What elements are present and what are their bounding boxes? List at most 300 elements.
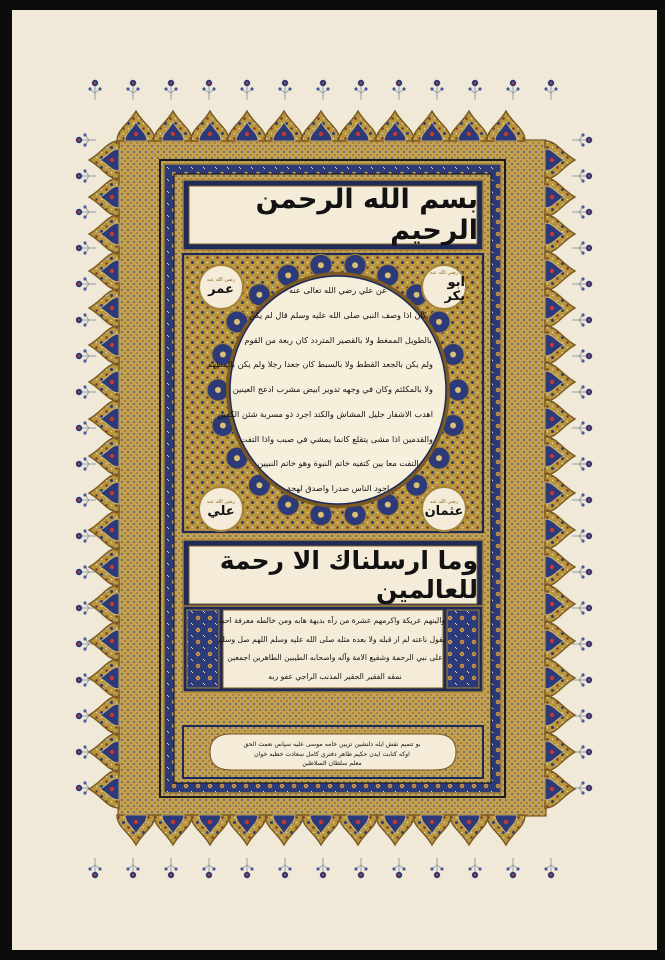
floral-spray (572, 385, 592, 398)
spray-bud (212, 87, 215, 90)
spray-bud (83, 611, 86, 614)
lotus-petal-dot (319, 132, 323, 136)
floral-spray (88, 80, 101, 100)
lotus-petal (89, 215, 119, 253)
spray-bud (83, 241, 86, 244)
spray-flower-center (78, 211, 80, 213)
lotus-petal-dot (110, 676, 114, 680)
spray-bud (581, 647, 584, 650)
lotus-petal-dot (319, 820, 323, 824)
floral-spray (88, 858, 101, 878)
spray-bud (83, 791, 86, 794)
lotus-petal-dot (550, 380, 554, 384)
spray-bud (83, 205, 86, 208)
floral-spray (202, 80, 215, 100)
colophon-block (222, 738, 442, 770)
spray-bud (581, 503, 584, 506)
colophon-line: بو تتميم نقش ايله دلنشين تزيين خامه موسى عليه سپاس نعمت الحق (243, 741, 421, 748)
hilye-line: ولا بالمكلثم وكان في وجهه تدوير ابيض مشرب ادعج العينين (232, 384, 433, 394)
verse-panel (190, 545, 478, 605)
spray-flower-center (246, 874, 248, 876)
spray-bud (83, 575, 86, 578)
spray-bud (392, 87, 395, 90)
spray-bud (83, 133, 86, 136)
spray-bud (83, 359, 86, 362)
spray-bud (83, 683, 86, 686)
spray-flower-center (436, 82, 438, 84)
spray-flower-center (322, 82, 324, 84)
lotus-petal (376, 815, 414, 845)
lotus-petal (117, 815, 155, 845)
lotus-petal-dot (110, 602, 114, 606)
spray-flower-center (170, 874, 172, 876)
caliph-name: ابو بكر (444, 275, 465, 304)
lotus-petal (545, 622, 575, 660)
lotus-petal (89, 622, 119, 660)
spray-bud (581, 277, 584, 280)
caliph-medallion-ali (198, 486, 244, 532)
lower-line: على نبي الرحمة وشفيع الامة وآله واصحابه الطيبين الطاهرين اجمعين (227, 653, 443, 663)
spray-bud (581, 493, 584, 496)
spray-bud (83, 457, 86, 460)
spray-bud (83, 529, 86, 532)
spray-flower-center (474, 874, 476, 876)
spray-bud (581, 601, 584, 604)
floral-spray (468, 858, 481, 878)
spray-bud (581, 169, 584, 172)
spray-bud (581, 755, 584, 758)
spray-bud (240, 87, 243, 90)
spray-bud (83, 719, 86, 722)
spray-bud (516, 87, 519, 90)
spray-bud (581, 575, 584, 578)
lotus-petal (89, 141, 119, 179)
lotus-petal (487, 111, 525, 141)
spray-bud (581, 673, 584, 676)
spray-bud (581, 611, 584, 614)
spray-bud (83, 673, 86, 676)
lotus-petal-dot (110, 639, 114, 643)
lotus-petal (376, 111, 414, 141)
lotus-petal-dot (171, 132, 175, 136)
lotus-petal (413, 815, 451, 845)
lotus-petal (545, 770, 575, 808)
floral-spray (76, 385, 96, 398)
spray-flower-center (588, 607, 590, 609)
lotus-petal-dot (550, 454, 554, 458)
lotus-petal-dot (245, 132, 249, 136)
floral-spray (240, 858, 253, 878)
spray-bud (240, 867, 243, 870)
lotus-petal-dot (550, 528, 554, 532)
spray-bud (506, 87, 509, 90)
spray-bud (354, 867, 357, 870)
spray-flower-center (588, 499, 590, 501)
spray-flower-center (588, 463, 590, 465)
spray-bud (581, 791, 584, 794)
roundel-lobe-dot (352, 262, 358, 268)
spray-bud (326, 867, 329, 870)
spray-bud (83, 565, 86, 568)
lotus-petal (89, 733, 119, 771)
spray-flower-center (550, 874, 552, 876)
lotus-petal-dot (110, 417, 114, 421)
lotus-petal-dot (110, 565, 114, 569)
spray-bud (581, 467, 584, 470)
spray-flower-center (588, 679, 590, 681)
spray-bud (581, 539, 584, 542)
spray-flower-center (322, 874, 324, 876)
lotus-petal (545, 400, 575, 438)
lotus-petal-dot (550, 565, 554, 569)
floral-spray (278, 858, 291, 878)
lotus-petal (89, 363, 119, 401)
lotus-petal (154, 815, 192, 845)
floral-spray (76, 421, 96, 434)
spray-bud (581, 349, 584, 352)
lotus-petal-dot (550, 417, 554, 421)
spray-bud (83, 503, 86, 506)
spray-bud (250, 867, 253, 870)
spray-bud (83, 349, 86, 352)
spray-flower-center (132, 874, 134, 876)
floral-spray (572, 421, 592, 434)
spray-bud (164, 87, 167, 90)
spray-bud (468, 87, 471, 90)
lotus-petal-dot (550, 787, 554, 791)
lotus-petal (545, 474, 575, 512)
floral-spray (354, 80, 367, 100)
floral-spray (572, 637, 592, 650)
lower-line: يقول ناعته لم ار قبله ولا بعده مثله صلى الله عليه وسلم اللهم صل وسلم (217, 634, 445, 644)
caliph-honorific: رضي الله عنه (429, 499, 459, 505)
spray-flower-center (78, 715, 80, 717)
floral-spray (572, 493, 592, 506)
spray-bud (544, 87, 547, 90)
spray-bud (83, 709, 86, 712)
spray-flower-center (78, 247, 80, 249)
lotus-petal-dot (356, 132, 360, 136)
lotus-petal (545, 733, 575, 771)
floral-spray (572, 169, 592, 182)
lotus-petal-dot (550, 713, 554, 717)
floral-spray (544, 858, 557, 878)
spray-flower-center (512, 82, 514, 84)
spray-bud (316, 87, 319, 90)
lotus-petal-dot (110, 232, 114, 236)
spray-bud (278, 867, 281, 870)
floral-spray (392, 80, 405, 100)
lotus-petal (545, 252, 575, 290)
spray-bud (83, 395, 86, 398)
spray-bud (581, 395, 584, 398)
floral-spray (430, 80, 443, 100)
lotus-petal-dot (550, 639, 554, 643)
caliph-name: عمر (208, 282, 234, 297)
caliph-medallion-uthman (421, 486, 467, 532)
spray-flower-center (170, 82, 172, 84)
spray-bud (212, 867, 215, 870)
spray-flower-center (284, 82, 286, 84)
lotus-petal-dot (504, 132, 508, 136)
lotus-petal-dot (110, 269, 114, 273)
floral-spray (572, 673, 592, 686)
hilye-line: والقدمين اذا مشى يتقلع كانما يمشي في صبب واذا التفت (239, 433, 433, 444)
lotus-petal (545, 659, 575, 697)
spray-flower-center (588, 427, 590, 429)
lotus-petal-dot (393, 132, 397, 136)
lotus-petal-dot (467, 132, 471, 136)
lotus-petal-dot (550, 343, 554, 347)
spray-bud (288, 87, 291, 90)
caliph-medallion-abu-bakr (421, 264, 467, 310)
lotus-petal (545, 696, 575, 734)
caliph-name: عثمان (424, 504, 464, 519)
lotus-petal (89, 326, 119, 364)
colophon-line: اوكه كتابت ايدن حكيم طاهر دفتري كامل سعادت خطبه خوان (254, 750, 410, 758)
spray-flower-center (78, 679, 80, 681)
lotus-petal (545, 585, 575, 623)
hilye-line: اجود الناس صدرا واصدق لهجة (286, 483, 390, 493)
spray-flower-center (78, 427, 80, 429)
spray-flower-center (78, 499, 80, 501)
lotus-petal (191, 815, 229, 845)
spray-flower-center (78, 643, 80, 645)
spray-flower-center (78, 175, 80, 177)
spray-bud (364, 867, 367, 870)
lotus-petal-dot (550, 195, 554, 199)
spray-flower-center (246, 82, 248, 84)
lower-line: نمقه الفقير الحقير المذنب الراجي عفو ربه (268, 671, 402, 681)
spray-flower-center (78, 391, 80, 393)
lower-text-block (217, 612, 445, 686)
lotus-petal (545, 511, 575, 549)
lotus-petal (265, 111, 303, 141)
lotus-petal (339, 111, 377, 141)
spray-bud (278, 87, 281, 90)
spray-bud (202, 87, 205, 90)
spray-bud (83, 143, 86, 146)
spray-bud (98, 87, 101, 90)
basmala-panel (190, 185, 478, 245)
spray-bud (83, 323, 86, 326)
spray-flower-center (550, 82, 552, 84)
spray-flower-center (94, 82, 96, 84)
floral-spray (572, 349, 592, 362)
spray-bud (581, 637, 584, 640)
spray-flower-center (78, 463, 80, 465)
spray-flower-center (588, 643, 590, 645)
hilye-line: بالطويل الممغط ولا بالقصير المتردد كان ربعة من القوم (244, 334, 432, 345)
spray-bud (83, 637, 86, 640)
spray-bud (83, 755, 86, 758)
lotus-petal-dot (134, 820, 138, 824)
spray-flower-center (78, 787, 80, 789)
lotus-petal (302, 111, 340, 141)
floral-spray (572, 277, 592, 290)
roundel-lobe-dot (318, 512, 324, 518)
spray-flower-center (284, 874, 286, 876)
spray-flower-center (360, 874, 362, 876)
lotus-petal-dot (110, 787, 114, 791)
lotus-petal (89, 289, 119, 327)
lotus-petal-dot (282, 132, 286, 136)
spray-bud (83, 493, 86, 496)
spray-flower-center (208, 874, 210, 876)
spray-bud (516, 867, 519, 870)
roundel-lobe-dot (220, 352, 226, 358)
spray-flower-center (78, 751, 80, 753)
lotus-petal-dot (110, 713, 114, 717)
spray-bud (83, 601, 86, 604)
spray-flower-center (588, 535, 590, 537)
lotus-petal (154, 111, 192, 141)
spray-bud (581, 781, 584, 784)
roundel-lobe-dot (436, 319, 442, 325)
spray-flower-center (208, 82, 210, 84)
lotus-petal (413, 111, 451, 141)
floral-spray (468, 80, 481, 100)
floral-spray (572, 205, 592, 218)
spray-flower-center (78, 355, 80, 357)
spray-bud (83, 287, 86, 290)
spray-bud (83, 313, 86, 316)
spray-flower-center (512, 874, 514, 876)
spray-flower-center (588, 355, 590, 357)
spray-bud (88, 87, 91, 90)
floral-spray (572, 709, 592, 722)
spray-bud (364, 87, 367, 90)
spray-bud (83, 169, 86, 172)
lotus-petal-dot (208, 132, 212, 136)
floral-spray (316, 858, 329, 878)
spray-bud (581, 565, 584, 568)
spray-bud (326, 87, 329, 90)
floral-spray (76, 277, 96, 290)
floral-spray (164, 80, 177, 100)
lotus-petal (265, 815, 303, 845)
floral-spray (572, 241, 592, 254)
spray-flower-center (78, 607, 80, 609)
hilye-line: ولم يكن بالجعد القطط ولا بالسبط كان جعدا رجلا ولم يكن بالمطهم (207, 359, 433, 370)
lotus-petal (545, 363, 575, 401)
side-column-right (447, 610, 479, 688)
floral-spray (430, 858, 443, 878)
spray-bud (83, 431, 86, 434)
lotus-petal (117, 111, 155, 141)
spray-bud (554, 867, 557, 870)
spray-flower-center (588, 247, 590, 249)
lotus-petal (89, 585, 119, 623)
lotus-petal-dot (134, 132, 138, 136)
spray-bud (478, 87, 481, 90)
colophon-line: معلم سلطان السلاطين (302, 760, 362, 767)
floral-spray (164, 858, 177, 878)
roundel-lobe-dot (436, 455, 442, 461)
spray-flower-center (78, 571, 80, 573)
hilye-line: كان اذا وصف النبي صلى الله عليه وسلم قال لم يكن (249, 309, 427, 320)
spray-flower-center (78, 535, 80, 537)
roundel-lobe-dot (234, 319, 240, 325)
lotus-petal-dot (110, 454, 114, 458)
lotus-petal (545, 141, 575, 179)
lotus-petal-dot (550, 306, 554, 310)
lotus-petal (89, 770, 119, 808)
caliph-medallion-umar (198, 264, 244, 310)
lotus-petal (487, 815, 525, 845)
roundel-lobe-dot (215, 387, 221, 393)
spray-bud (581, 529, 584, 532)
spray-bud (392, 867, 395, 870)
roundel-lobe-dot (318, 262, 324, 268)
side-column-left (187, 610, 219, 688)
floral-spray (76, 313, 96, 326)
spray-bud (554, 87, 557, 90)
roundel-lobe-dot (450, 352, 456, 358)
lotus-petal-dot (393, 820, 397, 824)
lotus-petal-dot (504, 820, 508, 824)
spray-bud (316, 867, 319, 870)
spray-flower-center (94, 874, 96, 876)
spray-flower-center (588, 751, 590, 753)
lotus-petal (450, 111, 488, 141)
floral-spray (202, 858, 215, 878)
spray-bud (83, 539, 86, 542)
lotus-petal (191, 111, 229, 141)
spray-bud (126, 867, 129, 870)
lotus-petal-dot (110, 306, 114, 310)
lotus-petal (450, 815, 488, 845)
lotus-petal-dot (208, 820, 212, 824)
spray-bud (83, 421, 86, 424)
lotus-petal (302, 815, 340, 845)
lotus-petal-dot (110, 380, 114, 384)
spray-bud (581, 241, 584, 244)
spray-bud (402, 87, 405, 90)
lotus-petal-dot (550, 269, 554, 273)
spray-bud (174, 87, 177, 90)
verse-text: وما ارسلناك الا رحمة للعالمين (219, 546, 478, 604)
spray-bud (581, 251, 584, 254)
floral-spray (572, 781, 592, 794)
spray-bud (402, 867, 405, 870)
lotus-petal (545, 289, 575, 327)
spray-bud (83, 647, 86, 650)
lotus-petal (545, 326, 575, 364)
spray-bud (581, 133, 584, 136)
lotus-petal (339, 815, 377, 845)
spray-bud (354, 87, 357, 90)
floral-spray (544, 80, 557, 100)
lotus-petal-dot (550, 491, 554, 495)
spray-bud (83, 277, 86, 280)
spray-bud (164, 867, 167, 870)
spray-flower-center (436, 874, 438, 876)
spray-flower-center (398, 874, 400, 876)
lotus-petal (89, 474, 119, 512)
spray-bud (288, 867, 291, 870)
lotus-petal (89, 178, 119, 216)
spray-flower-center (588, 571, 590, 573)
lotus-petal (89, 659, 119, 697)
spray-flower-center (78, 283, 80, 285)
spray-bud (581, 205, 584, 208)
caliph-honorific: رضي الله عنه (206, 499, 236, 505)
floral-spray (76, 241, 96, 254)
hilye-line: عن علي رضي الله تعالى عنه (289, 285, 387, 295)
roundel-lobe-dot (220, 423, 226, 429)
lotus-petal (89, 511, 119, 549)
